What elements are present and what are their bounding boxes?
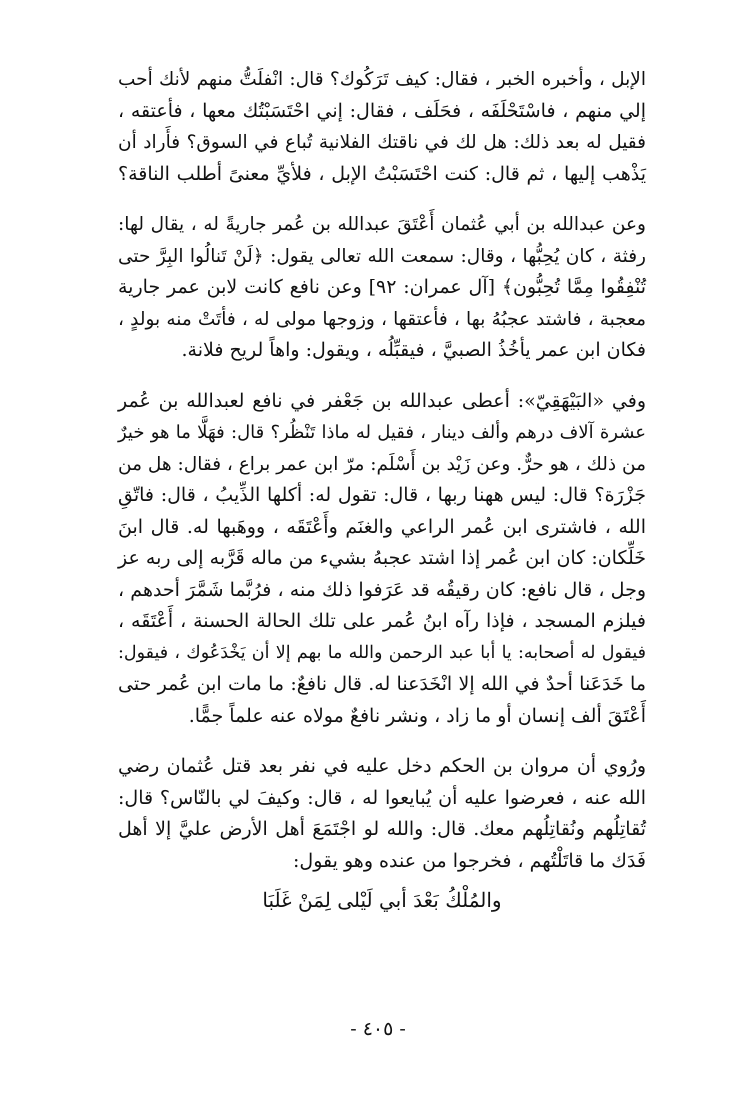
text-line: فقيل له بعد ذلك: هل لك في ناقتك الفلانية تُباع في السوق؟ فأَراد أن: [118, 132, 646, 153]
text-line: من ذلك ، هو حرٌّ. وعن زَيْد بن أَسْلَم: مرّ ابن عمر براع ، فقال: هل من: [118, 453, 646, 475]
text-line: ورُوي أن مروان بن الحكم دخل عليه في نفر بعد قتل عُثمان رضي: [118, 755, 646, 777]
text-line: تُنْفِقُوا مِمَّا تُحِبُّون﴾ [آل عمران: ٩٢] وعن نافع كانت لابن عمر جارية: [118, 276, 647, 298]
text-line: ما خَدَعَنا أحدٌ في الله إلا انْخَدَعنا له. قال نافعٌ: ما مات ابن عُمر حتى: [118, 673, 646, 695]
paragraph: [118, 209, 646, 367]
paragraph: [118, 64, 646, 190]
text-line: أَعْتَقَ ألف إنسان أو ما زاد ، ونشر نافعٌ مولاه عنه علماً جمًّا.: [188, 704, 646, 727]
text-line: خَلِّكان: كان ابن عُمر إذا اشتد عجبهُ بشيء من ماله قَرَّبه إلى ربه عز: [118, 547, 646, 569]
text-line: فكان ابن عمر يأخُذُ الصبيَّ ، فيقبِّلُه ، ويقول: واهاً لريح فلانة.: [181, 339, 646, 361]
text-line: يَذْهب إليها ، ثم قال: كنت احْتَسَبْتُ الإبل ، فلأيِّ معنىً أطلب الناقة؟: [118, 162, 646, 185]
text-line: وفي «البَيْهَقِيّ»: أعطى عبدالله بن جَعْفر في نافع لعبدالله بن عُمر: [118, 389, 646, 412]
text-line: معجبة ، فاشتد عجبُهُ بها ، فأعتقها ، وزوجها مولى له ، فأتَتْ منه بولدٍ ،: [118, 308, 646, 330]
text-line: جَزْرَة؟ قال: ليس ههنا ربها ، قال: تقول له: أكلها الذِّيبُ ، قال: فاتّقِ: [118, 484, 646, 506]
text-line: إلي منهم ، فاسْتَحْلَفَه ، فحَلَف ، فقال: إني احْتَسَبْتُك معها ، فأعتقه ،: [118, 99, 646, 122]
text-line: عشرة آلاف درهم وألف دينار ، فقيل له ماذا تَنْظُر؟ قال: فهَلَّا ما هو خيرٌ: [118, 422, 646, 443]
text-line: فيقول له أصحابه: يا أبا عبد الرحمن والله ما بهم إلا أن يَخْدَعُوك ، فيقول:: [118, 642, 646, 663]
text-line: تُقاتِلُهم ونُقاتِلُهم معك. قال: والله لو اجْتَمَعَ أهل الأرض عليَّ إلا أهل: [118, 818, 646, 840]
text-line: وعن عبدالله بن أبي عُثمان أَعْتَقَ عبدالله بن عُمر جاريةً له ، يقال لها:: [118, 214, 646, 235]
text-line: الله ، فاشترى ابن عُمر الراعي والغنَم وأَعْتَقَه ، ووهَبها له. قال ابنَ: [118, 515, 646, 538]
poem-verse: والمُلْكُ بَعْدَ أبي لَيْلى لِمَنْ غَلَبَا: [262, 888, 502, 912]
paragraph: [118, 751, 646, 877]
text-line: وجل ، قال نافع: كان رقيقُه قد عَرَفوا ذلك منه ، فرُبَّما شَمَّرَ أحدهم ،: [118, 578, 646, 601]
text-line: رفثة ، كان يُحِبُّها ، وقال: سمعت الله تعالى يقول: ﴿لَنْ تَنالُوا البِرَّ حتى: [118, 245, 646, 267]
text-line: الإبل ، وأخبره الخبر ، فقال: كيف تَرَكُوك؟ قال: انْفلَتُّ منهم لأنك أحب: [118, 69, 646, 90]
text-line: فيلزم المسجد ، فإذا رآه ابنُ عُمر على تلك الحالة الحسنة ، أَعْتَقَه ،: [118, 610, 646, 632]
page-number: - ٤٠٥ -: [350, 1018, 406, 1040]
page-body: [118, 64, 646, 917]
text-line: الله عنه ، فعرضوا عليه أن يُبايعوا له ، قال: وكيفَ لي بالنّاس؟ قال:: [118, 786, 646, 809]
text-line: فَدَك ما قاتَلْتُهم ، فخرجوا من عنده وهو يقول:: [293, 849, 646, 872]
paragraph: [118, 386, 646, 733]
